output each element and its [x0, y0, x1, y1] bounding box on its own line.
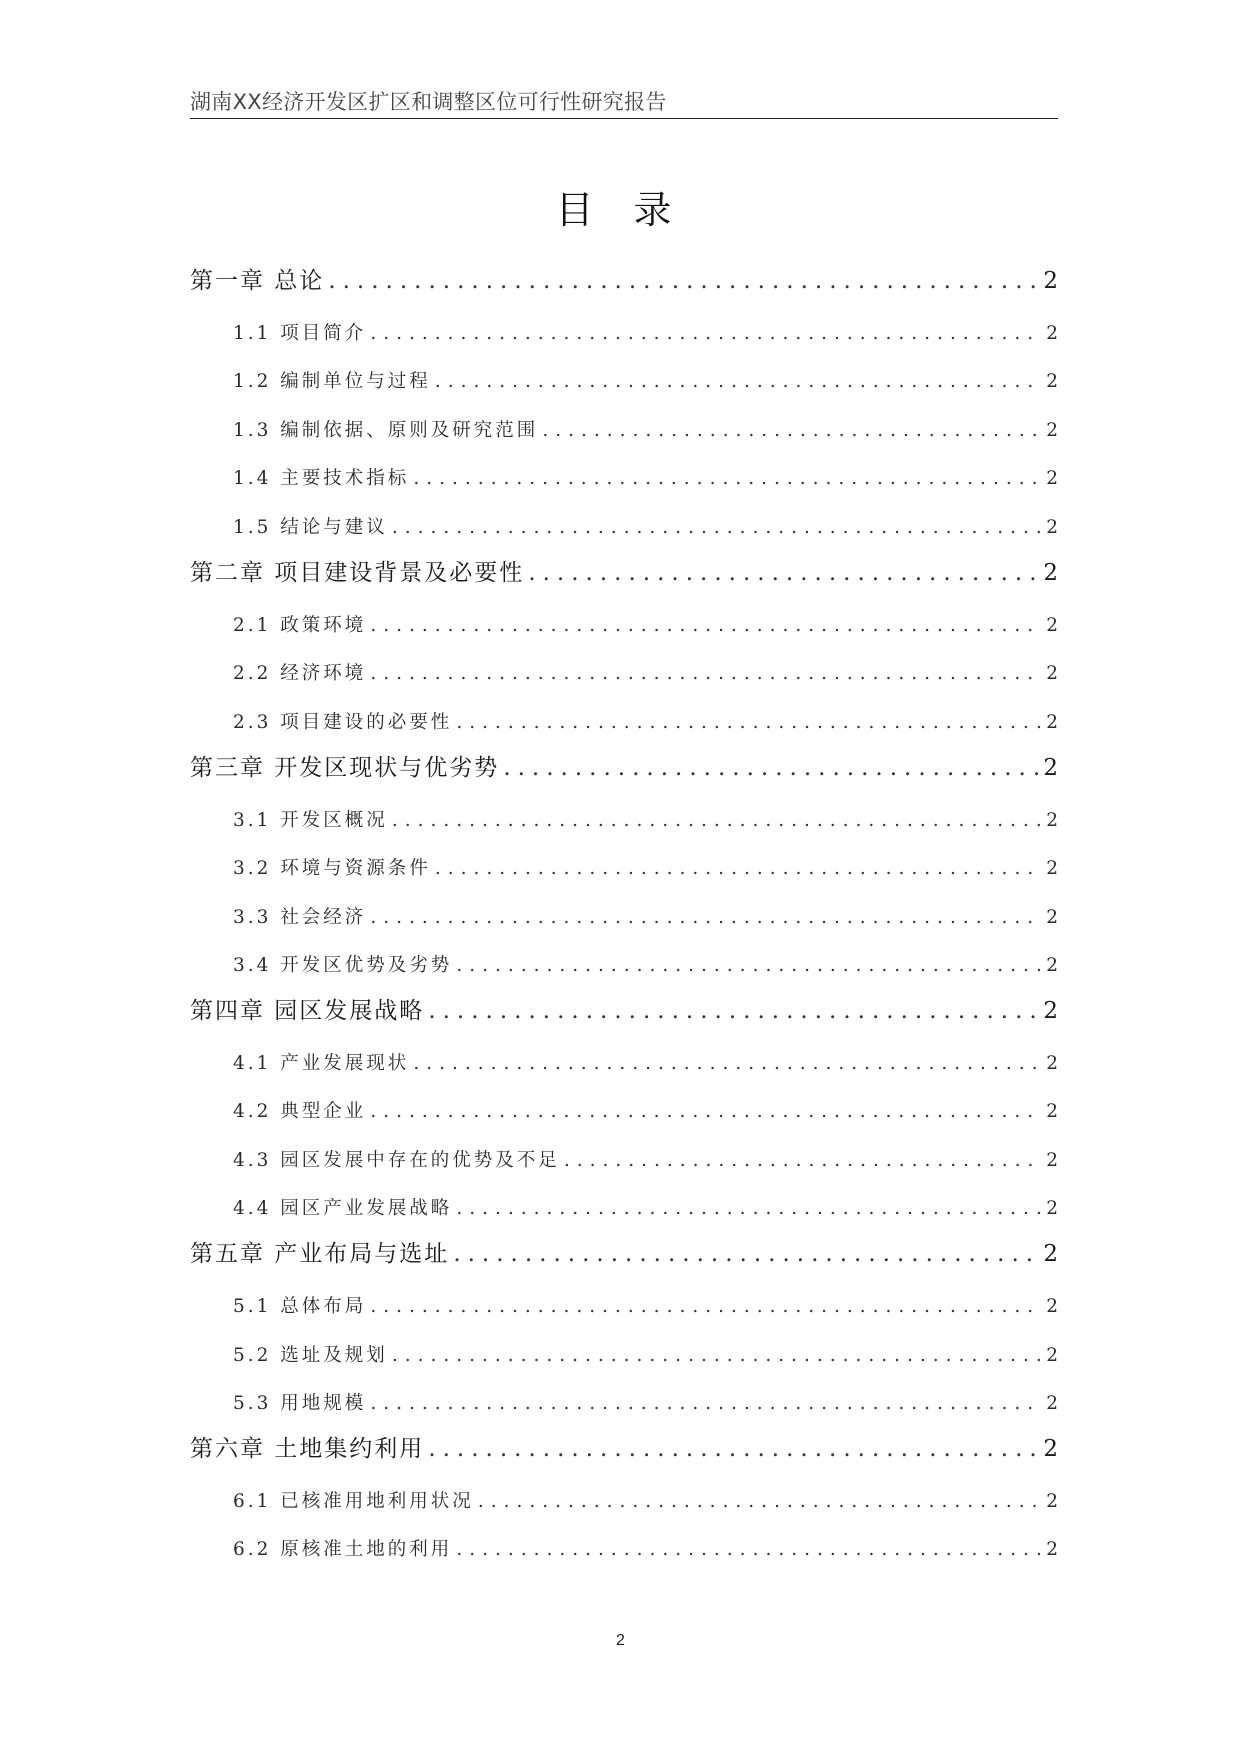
toc-entry-label: 第六章 土地集约利用: [190, 1436, 425, 1462]
toc-entry-page: 2: [1046, 371, 1058, 392]
toc-entry-section-4-2[interactable]: [233, 1097, 1058, 1123]
toc-entry-label: 4.1 产业发展现状: [233, 1053, 410, 1074]
toc-leader-dots: [453, 1241, 1039, 1267]
toc-entry-section-5-1[interactable]: [233, 1292, 1058, 1318]
toc-leader-dots: [428, 1436, 1039, 1462]
toc-leader-dots: [370, 663, 1042, 684]
toc-leader-dots: [428, 998, 1039, 1024]
toc-leader-dots: [370, 1296, 1042, 1317]
toc-entry-page: 2: [1043, 755, 1058, 781]
toc-leader-dots: [328, 268, 1039, 294]
toc-entry-section-1-2[interactable]: [233, 367, 1058, 393]
toc-leader-dots: [456, 955, 1042, 976]
toc-leader-dots: [503, 755, 1039, 781]
toc-entry-page: 2: [1043, 268, 1058, 294]
toc-entry-page: 2: [1046, 907, 1058, 928]
toc-entry-label: 4.2 典型企业: [233, 1101, 367, 1122]
toc-entry-section-2-2[interactable]: [233, 659, 1058, 685]
toc-entry-page: 2: [1046, 1053, 1058, 1074]
toc-leader-dots: [456, 1539, 1042, 1560]
toc-entry-label: 5.3 用地规模: [233, 1393, 367, 1414]
toc-entry-page: 2: [1046, 323, 1058, 344]
toc-leader-dots: [564, 1150, 1042, 1171]
toc-leader-dots: [413, 468, 1042, 489]
toc-entry-label: 1.2 编制单位与过程: [233, 371, 431, 392]
toc-entry-label: 3.1 开发区概况: [233, 810, 388, 831]
toc-entry-label: 3.2 环境与资源条件: [233, 858, 431, 879]
toc-entry-section-3-4[interactable]: [233, 951, 1058, 977]
toc-entry-page: 2: [1046, 615, 1058, 636]
toc-entry-label: 1.5 结论与建议: [233, 517, 388, 538]
toc-entry-section-1-4[interactable]: [233, 464, 1058, 490]
page-title: 目 录: [555, 188, 686, 232]
toc-entry-section-4-1[interactable]: [233, 1049, 1058, 1075]
toc-entry-page: 2: [1046, 517, 1058, 538]
toc-entry-label: 5.1 总体布局: [233, 1296, 367, 1317]
toc-entry-section-2-3[interactable]: [233, 708, 1058, 734]
toc-entry-section-3-1[interactable]: [233, 806, 1058, 832]
toc-entry-label: 4.3 园区发展中存在的优势及不足: [233, 1150, 560, 1171]
toc-entry-page: 2: [1046, 1393, 1058, 1414]
toc-entry-page: 2: [1046, 1101, 1058, 1122]
toc-entry-section-3-3[interactable]: [233, 903, 1058, 929]
toc-entry-page: 2: [1043, 560, 1058, 586]
toc-entry-page: 2: [1046, 468, 1058, 489]
toc-entry-page: 2: [1043, 998, 1058, 1024]
toc-entry-chapter-4[interactable]: [190, 992, 1058, 1025]
page-number: 2: [616, 1632, 625, 1649]
toc-entry-section-6-1[interactable]: [233, 1487, 1058, 1513]
toc-entry-page: 2: [1046, 810, 1058, 831]
toc-entry-page: 2: [1046, 1296, 1058, 1317]
toc-entry-label: 第三章 开发区现状与优劣势: [190, 755, 500, 781]
toc-entry-label: 6.2 原核准土地的利用: [233, 1539, 453, 1560]
toc-entry-chapter-6[interactable]: [190, 1430, 1058, 1463]
toc-entry-label: 第四章 园区发展战略: [190, 998, 425, 1024]
toc-leader-dots: [478, 1491, 1042, 1512]
toc-entry-chapter-5[interactable]: [190, 1235, 1058, 1268]
toc-leader-dots: [370, 1101, 1042, 1122]
toc-entry-chapter-3[interactable]: [190, 749, 1058, 782]
toc-leader-dots: [542, 420, 1042, 441]
toc-leader-dots: [413, 1053, 1042, 1074]
toc-entry-label: 第一章 总论: [190, 268, 325, 294]
toc-entry-page: 2: [1043, 1436, 1058, 1462]
toc-entry-label: 2.1 政策环境: [233, 615, 367, 636]
toc-leader-dots: [435, 858, 1042, 879]
toc-entry-page: 2: [1046, 1198, 1058, 1219]
toc-leader-dots: [392, 1345, 1042, 1366]
toc-entry-section-6-2[interactable]: [233, 1535, 1058, 1561]
toc-entry-label: 1.1 项目简介: [233, 323, 367, 344]
toc-entry-chapter-2[interactable]: [190, 554, 1058, 587]
toc-entry-section-1-5[interactable]: [233, 513, 1058, 539]
toc-entry-section-3-2[interactable]: [233, 854, 1058, 880]
toc-entry-page: 2: [1043, 1241, 1058, 1267]
toc-entry-label: 2.3 项目建设的必要性: [233, 712, 453, 733]
toc-entry-page: 2: [1046, 663, 1058, 684]
toc-leader-dots: [392, 517, 1042, 538]
toc-entry-label: 1.3 编制依据、原则及研究范围: [233, 420, 539, 441]
toc-leader-dots: [435, 371, 1042, 392]
toc-entry-page: 2: [1046, 955, 1058, 976]
toc-entry-label: 6.1 已核准用地利用状况: [233, 1491, 474, 1512]
toc-entry-label: 3.3 社会经济: [233, 907, 367, 928]
toc-entry-section-4-4[interactable]: [233, 1194, 1058, 1220]
toc-entry-section-4-3[interactable]: [233, 1146, 1058, 1172]
header-title: 湖南XX经济开发区扩区和调整区位可行性研究报告: [190, 90, 667, 114]
toc-entry-page: 2: [1046, 1150, 1058, 1171]
toc-entry-section-5-2[interactable]: [233, 1341, 1058, 1367]
toc-entry-section-5-3[interactable]: [233, 1389, 1058, 1415]
toc-entry-label: 1.4 主要技术指标: [233, 468, 410, 489]
toc-entry-label: 2.2 经济环境: [233, 663, 367, 684]
toc-entry-label: 4.4 园区产业发展战略: [233, 1198, 453, 1219]
toc-entry-page: 2: [1046, 420, 1058, 441]
toc-leader-dots: [370, 323, 1042, 344]
toc-entry-section-2-1[interactable]: [233, 611, 1058, 637]
toc-leader-dots: [370, 907, 1042, 928]
toc-leader-dots: [370, 1393, 1042, 1414]
toc-entry-label: 3.4 开发区优势及劣势: [233, 955, 453, 976]
toc-entry-label: 第二章 项目建设背景及必要性: [190, 560, 525, 586]
toc-leader-dots: [392, 810, 1042, 831]
toc-entry-page: 2: [1046, 1539, 1058, 1560]
toc-entry-page: 2: [1046, 712, 1058, 733]
toc-entry-label: 第五章 产业布局与选址: [190, 1241, 450, 1267]
toc-entry-page: 2: [1046, 858, 1058, 879]
toc-entry-section-1-3[interactable]: [233, 416, 1058, 442]
toc-leader-dots: [528, 560, 1039, 586]
toc-entry-page: 2: [1046, 1491, 1058, 1512]
toc-entry-section-1-1[interactable]: [233, 319, 1058, 345]
toc-entry-label: 5.2 选址及规划: [233, 1345, 388, 1366]
toc-leader-dots: [456, 712, 1042, 733]
toc-leader-dots: [370, 615, 1042, 636]
toc-leader-dots: [456, 1198, 1042, 1219]
toc-entry-chapter-1[interactable]: [190, 262, 1058, 295]
toc-entry-page: 2: [1046, 1345, 1058, 1366]
